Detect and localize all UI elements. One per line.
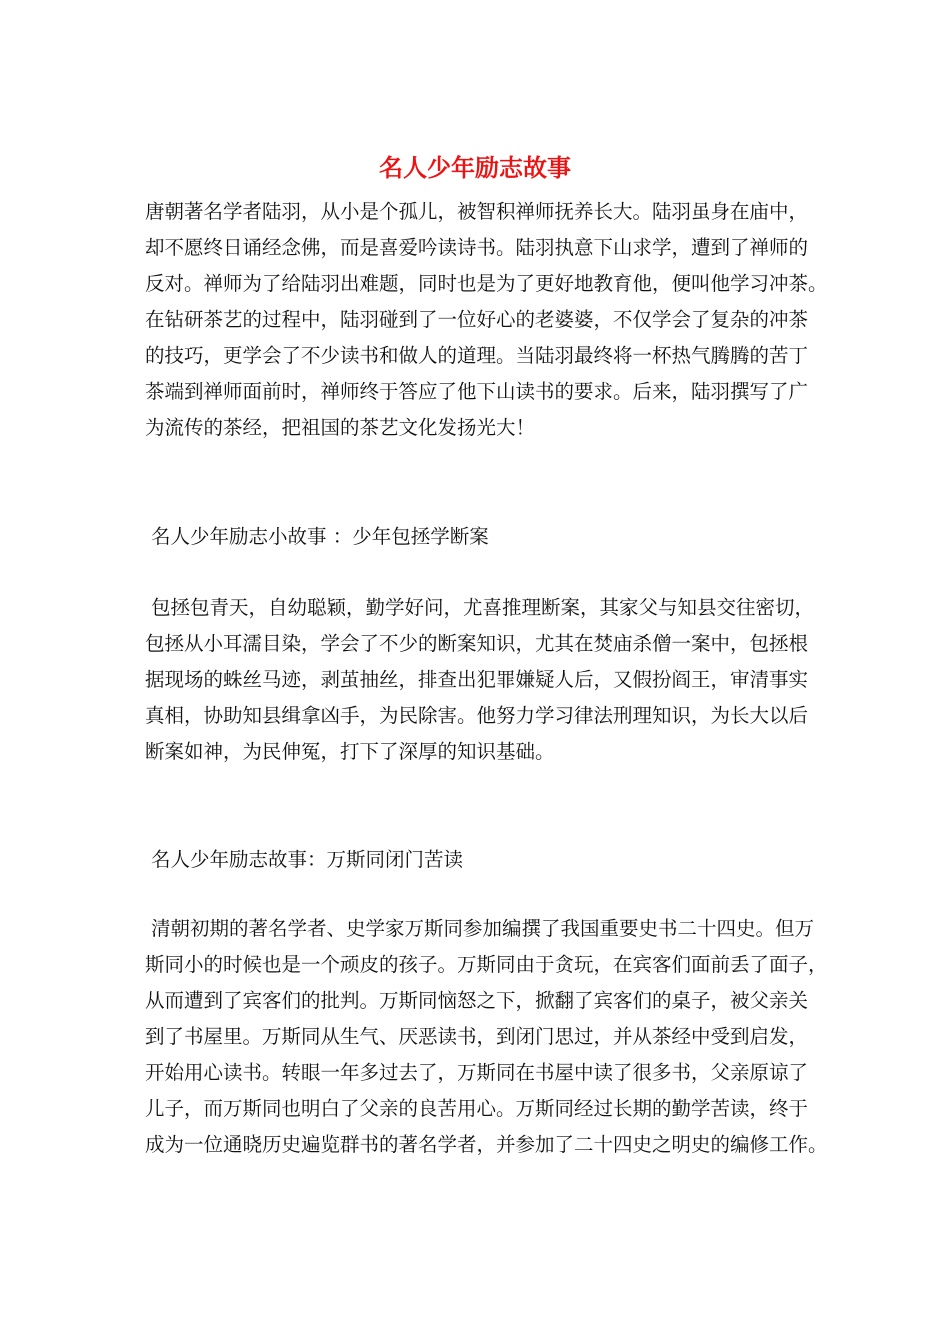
- story3-line: 清朝初期的著名学者、史学家万斯同参加编撰了我国重要史书二十四史。但万: [151, 917, 815, 940]
- story3-line: 开始用心读书。转眼一年多过去了，万斯同在书屋中读了很多书，父亲原谅了: [145, 1061, 809, 1084]
- story2-line: 断案如神，为民伸冤，打下了深厚的知识基础。: [145, 740, 555, 763]
- story3-line: 成为一位通晓历史遍览群书的著名学者，并参加了二十四史之明史的编修工作。: [145, 1133, 828, 1156]
- story1-line: 反对。禅师为了给陆羽出难题，同时也是为了更好地教育他，便叫他学习冲茶。: [145, 272, 828, 295]
- story2-line: 据现场的蛛丝马迹，剥茧抽丝，排查出犯罪嫌疑人后，又假扮阎王，审清事实: [145, 668, 809, 691]
- story1-line: 在钻研茶艺的过程中，陆羽碰到了一位好心的老婆婆，不仅学会了复杂的冲茶: [145, 308, 809, 331]
- story3-line: 儿子，而万斯同也明白了父亲的良苦用心。万斯同经过长期的勤学苦读，终于: [145, 1097, 809, 1120]
- story1-line: 茶端到禅师面前时，禅师终于答应了他下山读书的要求。后来，陆羽撰写了广: [145, 380, 809, 403]
- story2-line: 真相，协助知县缉拿凶手，为民除害。他努力学习律法刑理知识，为长大以后: [145, 704, 809, 727]
- section-heading-bao-zheng: 名人少年励志小故事 ：少年包拯学断案: [151, 525, 489, 548]
- story2-line: 包拯从小耳濡目染，学会了不少的断案知识，尤其在焚庙杀僧一案中，包拯根: [145, 632, 809, 655]
- story1-line: 唐朝著名学者陆羽，从小是个孤儿，被智积禅师抚养长大。陆羽虽身在庙中，: [145, 200, 809, 223]
- story3-line: 到了书屋里。万斯同从生气、厌恶读书，到闭门思过，并从茶经中受到启发，: [145, 1025, 809, 1048]
- story3-line: 斯同小的时候也是一个顽皮的孩子。万斯同由于贪玩，在宾客们面前丢了面子，: [145, 953, 828, 976]
- story3-line: 从而遭到了宾客们的批判。万斯同恼怒之下，掀翻了宾客们的桌子，被父亲关: [145, 989, 809, 1012]
- story1-line: 却不愿终日诵经念佛，而是喜爱吟读诗书。陆羽执意下山求学，遭到了禅师的: [145, 236, 809, 259]
- document-title: 名人少年励志故事: [379, 153, 571, 182]
- section-heading-wan-sitong: 名人少年励志故事：万斯同闭门苦读: [151, 848, 464, 871]
- story2-line: 包拯包青天，自幼聪颖，勤学好问，尤喜推理断案，其家父与知县交往密切，: [151, 596, 815, 619]
- story1-line: 的技巧，更学会了不少读书和做人的道理。当陆羽最终将一杯热气腾腾的苦丁: [145, 344, 809, 367]
- story1-line: 为流传的茶经，把祖国的茶艺文化发扬光大！: [145, 416, 536, 439]
